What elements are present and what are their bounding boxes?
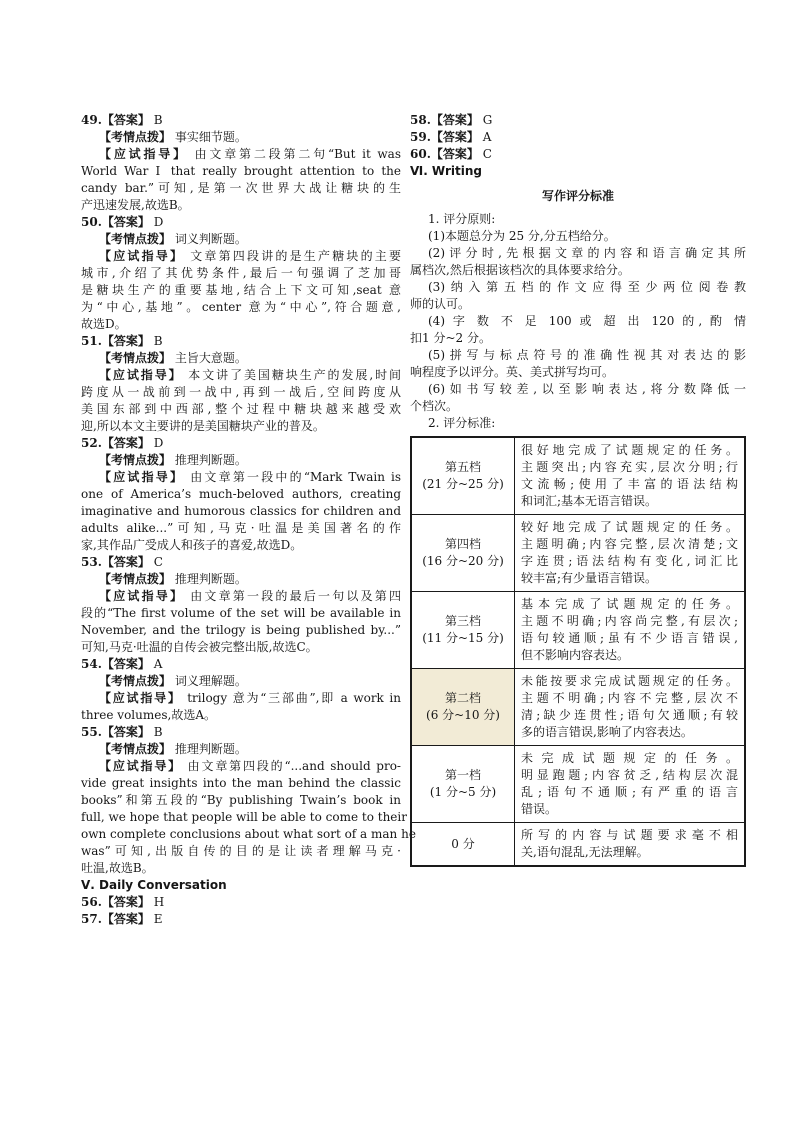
rubric-row [411, 437, 745, 515]
principle-line: 扣1 分~2 分。 [410, 331, 491, 345]
answer-value: D [149, 436, 164, 450]
guide-text: 本文讲了美国糖块生产的发展,时间 [182, 368, 401, 382]
guide-line [81, 469, 401, 486]
yingshi-label: 【应试指导】 [99, 368, 183, 382]
guide-line [81, 367, 401, 384]
kaoqing-line [81, 350, 401, 367]
guide-line [81, 605, 401, 622]
question-number: 58. [410, 113, 431, 127]
answer-line [81, 911, 401, 928]
answer-item [81, 435, 401, 554]
rubric-desc-line: 未完成试题规定的任务。 [521, 751, 738, 765]
guide-line [81, 299, 401, 316]
guide-line [81, 792, 401, 809]
answer-label: 【答案】 [101, 912, 150, 926]
question-number: 60. [410, 147, 431, 161]
kaoqing-label: 【考情点拨】 [99, 742, 172, 756]
guide-text: November, and the trilogy is being published by...” [81, 623, 401, 637]
guide-line [81, 520, 401, 537]
guide-text: 故选D。 [81, 317, 127, 331]
guide-text: imaginative and humorous classics for children and [81, 504, 401, 518]
answer-label: 【答案】 [430, 113, 479, 127]
rubric-desc-line: 错误。 [521, 802, 558, 816]
answer-line [81, 333, 401, 350]
rubric-desc-line: 基本完成了试题规定的任务。 [521, 597, 738, 611]
rubric-desc-line: 但不影响内容表达。 [521, 648, 630, 662]
question-number: 50. [81, 215, 102, 229]
principle-line: (5)拼写与标点符号的准确性视其对表达的影 [428, 348, 746, 362]
rubric-desc-line: 文流畅;使用了丰富的语法结构 [521, 477, 738, 491]
answer-item [81, 656, 401, 724]
guide-line [81, 622, 401, 639]
guide-text: was”可知,出版自传的目的是让读者理解马克· [81, 844, 401, 858]
rubric-desc-line: 主题突出;内容充实,层次分明;行 [521, 460, 738, 474]
principle-line: (6)如书写较差,以至影响表达,将分数降低一 [428, 382, 746, 396]
rubric-desc-line: 字连贯;语法结构有变化,词汇比 [521, 554, 738, 568]
yingshi-label: 【应试指导】 [99, 589, 185, 603]
answer-line [410, 129, 746, 146]
guide-text: one of America’s much-beloved authors, creating [81, 487, 401, 501]
principle-line: 响程度予以评分。英、美式拼写均可。 [410, 365, 615, 379]
rubric-desc-line: 和词汇;基本无语言错误。 [521, 494, 658, 508]
left-column [81, 112, 416, 928]
guide-line [81, 860, 401, 877]
rubric-desc-cell [515, 437, 746, 515]
guide-line [81, 384, 401, 401]
answer-label: 【答案】 [101, 725, 150, 739]
guide-line [81, 843, 401, 860]
guide-text: 由文章第一段中的“Mark Twain is [184, 470, 401, 484]
guide-text: 由文章第四段的“...and should pro- [182, 759, 401, 773]
guide-text: 家,其作品广受成人和孩子的喜爱,故选D。 [81, 538, 303, 552]
guide-text: 文章第四段讲的是生产糖块的主要 [184, 249, 401, 263]
rubric-row [411, 592, 745, 669]
kaoqing-text: 推理判断题。 [171, 742, 247, 756]
question-number: 55. [81, 725, 102, 739]
guide-text: 由文章第二段第二句“But it was [187, 147, 401, 161]
rubric-level: 第一档 [444, 768, 481, 782]
answer-value: H [149, 895, 165, 909]
guide-line [81, 146, 401, 163]
guide-text: 可知,马克·吐温的自传会被完整出版,故选C。 [81, 640, 318, 654]
kaoqing-line [81, 741, 401, 758]
writing-title: 写作评分标准 [541, 189, 614, 203]
answer-label: 【答案】 [101, 657, 150, 671]
guide-line [81, 690, 401, 707]
question-number: 53. [81, 555, 102, 569]
rubric-range: (21 分~25 分) [422, 477, 504, 491]
guide-line [81, 197, 401, 214]
yingshi-label: 【应试指导】 [99, 470, 185, 484]
question-number: 59. [410, 130, 431, 144]
answer-line [81, 435, 401, 452]
kaoqing-label: 【考情点拨】 [99, 572, 172, 586]
rubric-level-cell [411, 669, 515, 746]
kaoqing-line [81, 452, 401, 469]
guide-line [81, 775, 401, 792]
principle-line: 属档次,然后根据该档次的具体要求给分。 [410, 263, 630, 277]
question-number: 49. [81, 113, 102, 127]
rubric-desc-line: 较丰富;有少量语言错误。 [521, 571, 658, 585]
rubric-desc-cell [515, 823, 746, 867]
kaoqing-text: 主旨大意题。 [171, 351, 247, 365]
answer-value: B [149, 113, 163, 127]
answer-item [81, 214, 401, 333]
guide-text: trilogy 意为“三部曲”,即 a work in [181, 691, 401, 705]
guide-text: 是糖块生产的重要基地,结合上下文可知,seat 意 [81, 283, 401, 297]
guide-text: books”和第五段的“By publishing Twain’s book in [81, 793, 401, 807]
rubric-row [411, 669, 745, 746]
rubric-row [411, 515, 745, 592]
principle-line: (4) 字 数 不 足 100 或 超 出 120 的, 酌 情 [428, 314, 746, 328]
rubric-range: (1 分~5 分) [429, 785, 497, 799]
guide-text: 产迅速发展,故选B。 [81, 198, 190, 212]
answer-label: 【答案】 [101, 113, 150, 127]
kaoqing-label: 【考情点拨】 [99, 351, 172, 365]
guide-line [81, 503, 401, 520]
rubric-desc-line: 主题不明确;内容不完整,层次不 [521, 691, 738, 705]
answer-item [81, 112, 401, 214]
guide-text: three volumes,故选A。 [81, 708, 216, 722]
rubric-level: 第三档 [444, 614, 481, 628]
rubric-row [411, 823, 745, 867]
rubric-range: (11 分~15 分) [422, 631, 504, 645]
answer-label: 【答案】 [430, 130, 479, 144]
answer-item [81, 724, 416, 877]
question-number: 51. [81, 334, 102, 348]
guide-line [81, 537, 401, 554]
answer-line [81, 112, 401, 129]
rubric-level: 第二档 [444, 691, 481, 705]
rubric-table [410, 436, 746, 867]
kaoqing-text: 推理判断题。 [171, 453, 247, 467]
guide-text: 为“中心,基地”。center 意为“中心”,符合题意, [81, 300, 401, 314]
answer-line [81, 214, 401, 231]
rubric-level-cell [411, 592, 515, 669]
rubric-level-cell [411, 746, 515, 823]
rubric-desc-line: 清;缺少连贯性;语句欠通顺;有较 [521, 708, 738, 722]
yingshi-label: 【应试指导】 [99, 759, 182, 773]
answer-value: D [149, 215, 164, 229]
guide-line [81, 282, 401, 299]
answer-label: 【答案】 [101, 895, 150, 909]
rubric-desc-line: 主题明确;内容完整,层次清楚;文 [521, 537, 738, 551]
guide-line [81, 180, 401, 197]
rubric-range: (16 分~20 分) [422, 554, 504, 568]
kaoqing-text: 推理判断题。 [171, 572, 247, 586]
answer-line [81, 554, 401, 571]
answer-line [81, 724, 401, 741]
guide-text: 城市,介绍了其优势条件,最后一句强调了芝加哥 [81, 266, 401, 280]
rubric-desc-line: 未能按要求完成试题规定的任务。 [521, 674, 738, 688]
principle-line: 师的认可。 [410, 297, 471, 311]
kaoqing-text: 词义理解题。 [171, 674, 247, 688]
rubric-desc-line: 关,语句混乱,无法理解。 [521, 845, 649, 859]
answer-line [410, 112, 746, 129]
section-vi-heading: Ⅵ. Writing [410, 164, 482, 178]
question-number: 54. [81, 657, 102, 671]
answer-line [81, 656, 401, 673]
guide-line [81, 826, 416, 843]
kaoqing-text: 词义判断题。 [171, 232, 247, 246]
rubric-desc-cell [515, 746, 746, 823]
answer-item [81, 333, 401, 435]
rubric-desc-line: 所写的内容与试题要求毫不相 [521, 828, 738, 842]
rubric-desc-cell [515, 592, 746, 669]
rubric-level: 0 分 [451, 836, 475, 851]
guide-text: 由文章第一段的最后一句以及第四 [184, 589, 401, 603]
answer-value: B [149, 334, 163, 348]
answer-label: 【答案】 [101, 555, 150, 569]
rubric-level-cell [411, 437, 515, 515]
question-number: 52. [81, 436, 102, 450]
answer-value: E [149, 912, 163, 926]
rubric-desc-cell [515, 669, 746, 746]
answer-line [81, 894, 401, 911]
guide-line [81, 809, 407, 826]
standard-heading: 2. 评分标准: [428, 416, 496, 430]
guide-text: 吐温,故选B。 [81, 861, 154, 875]
rubric-desc-line: 乱;语句不通顺;有严重的语言 [521, 785, 738, 799]
section-v-heading: Ⅴ. Daily Conversation [81, 878, 227, 892]
kaoqing-label: 【考情点拨】 [99, 453, 172, 467]
rubric-level: 第四档 [444, 537, 481, 551]
guide-line [81, 639, 401, 656]
guide-line [81, 316, 401, 333]
guide-line [81, 163, 401, 180]
guide-text: 迎,所以本文主要讲的是美国糖块产业的普及。 [81, 419, 325, 433]
rubric-range: (6 分~10 分) [426, 708, 500, 722]
answer-item [81, 554, 401, 656]
guide-line [81, 486, 401, 503]
principle-line: (3)纳入第五档的作文应得至少两位阅卷教 [428, 280, 746, 294]
answer-value: A [478, 130, 492, 144]
guide-text: adults alike...”可知,马克·吐温是美国著名的作 [81, 521, 401, 535]
principles-heading: 1. 评分原则: [428, 212, 496, 226]
principle-line: (1)本题总分为 25 分,分五档给分。 [428, 229, 616, 243]
kaoqing-line [81, 673, 401, 690]
answer-value: C [149, 555, 163, 569]
answer-line [410, 146, 746, 163]
rubric-desc-line: 较好地完成了试题规定的任务。 [521, 520, 738, 534]
guide-text: World War Ⅰ that really brought attention to the [81, 164, 401, 178]
kaoqing-line [81, 231, 401, 248]
yingshi-label: 【应试指导】 [99, 147, 188, 161]
answer-value: A [149, 657, 163, 671]
answer-label: 【答案】 [101, 215, 150, 229]
right-column [410, 112, 746, 867]
kaoqing-line [81, 129, 401, 146]
rubric-level-cell [411, 515, 515, 592]
guide-line [81, 588, 401, 605]
answer-value: G [478, 113, 493, 127]
guide-line [81, 401, 401, 418]
guide-text: full, we hope that people will be able to come to their [81, 810, 407, 824]
rubric-level: 第五档 [444, 460, 481, 474]
guide-line [81, 758, 401, 775]
question-number: 56. [81, 895, 102, 909]
rubric-desc-line: 明显跑题;内容贫乏,结构层次混 [521, 768, 738, 782]
guide-text: 跨度从一战前到一战中,再到一战后,空间跨度从 [81, 385, 401, 399]
answer-value: B [149, 725, 163, 739]
guide-text: 美国东部到中西部,整个过程中糖块越来越受欢 [81, 402, 401, 416]
rubric-desc-line: 很好地完成了试题规定的任务。 [521, 443, 738, 457]
kaoqing-label: 【考情点拨】 [99, 674, 172, 688]
answer-label: 【答案】 [101, 334, 150, 348]
principle-line: (2)评分时,先根据文章的内容和语言确定其所 [428, 246, 746, 260]
rubric-desc-line: 主题不明确;内容尚完整,有层次; [521, 614, 738, 628]
answer-value: C [478, 147, 492, 161]
question-number: 57. [81, 912, 102, 926]
principle-line: 个档次。 [410, 399, 459, 413]
rubric-level-cell [411, 823, 515, 867]
kaoqing-label: 【考情点拨】 [99, 130, 172, 144]
yingshi-label: 【应试指导】 [99, 249, 185, 263]
guide-line [81, 418, 401, 435]
answer-label: 【答案】 [101, 436, 150, 450]
kaoqing-label: 【考情点拨】 [99, 232, 172, 246]
rubric-row [411, 746, 745, 823]
kaoqing-text: 事实细节题。 [171, 130, 247, 144]
guide-line [81, 248, 401, 265]
answer-label: 【答案】 [430, 147, 479, 161]
guide-text: candy bar.”可知,是第一次世界大战让糖块的生 [81, 181, 401, 195]
rubric-desc-line: 多的语言错误,影响了内容表达。 [521, 725, 693, 739]
guide-text: 段的“The first volume of the set will be available in [81, 606, 401, 620]
yingshi-label: 【应试指导】 [99, 691, 182, 705]
rubric-desc-cell [515, 515, 746, 592]
rubric-desc-line: 语句较通顺;虽有不少语言错误, [521, 631, 738, 645]
guide-line [81, 707, 401, 724]
guide-line [81, 265, 401, 282]
kaoqing-line [81, 571, 401, 588]
guide-text: vide great insights into the man behind the classic [81, 776, 401, 790]
guide-text: own complete conclusions about what sort of a man he [81, 827, 416, 841]
